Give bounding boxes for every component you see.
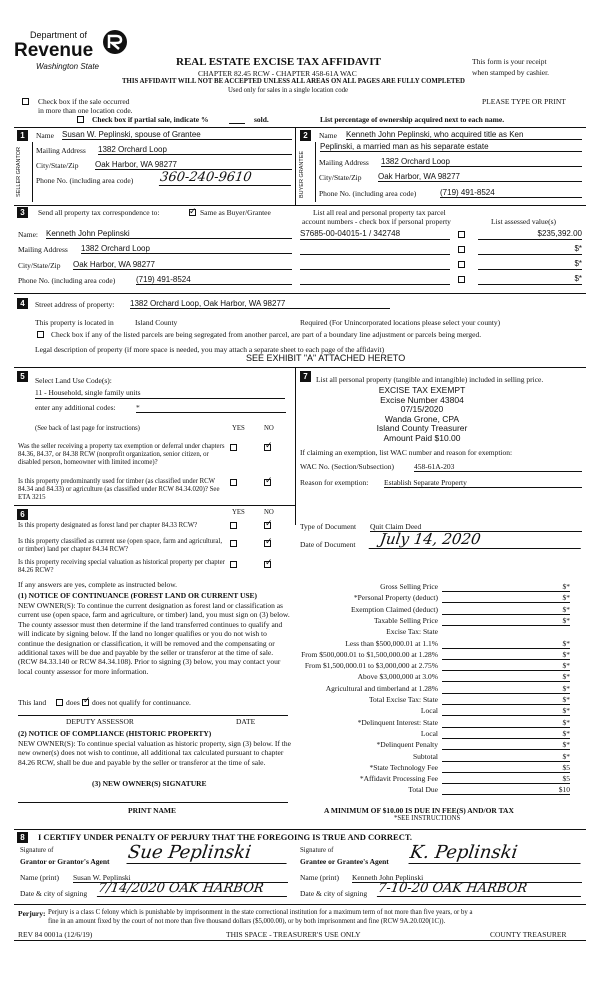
correspondence-label: Send all property tax correspondence to:: [38, 208, 160, 217]
new-owner-signature-label: (3) NEW OWNER(S) SIGNATURE: [92, 779, 207, 788]
form-title: REAL ESTATE EXCISE TAX AFFIDAVIT: [176, 56, 381, 68]
grantee-name-label: Name (print): [300, 873, 339, 882]
tax-row-value[interactable]: $*: [442, 729, 570, 739]
tax-row-value[interactable]: $*: [442, 661, 570, 671]
single-location-note: Used only for sales in a single location code: [228, 87, 349, 94]
corr-address-field[interactable]: 1382 Orchard Loop: [81, 244, 292, 254]
grantor-date-label: Date & city of signing: [20, 889, 88, 898]
multi-location-label-1: Check box if the sale occurred: [38, 97, 130, 106]
doc-date-field[interactable]: July 14, 2020: [369, 530, 584, 549]
checkmark-icon: ✓: [265, 441, 273, 451]
wac-field[interactable]: 458-61A-203: [414, 462, 582, 472]
see-instructions-note: *SEE INSTRUCTIONS: [394, 815, 461, 822]
buyer-city-label: City/State/Zip: [319, 173, 362, 182]
ownership-note: List percentage of ownership acquired next to each name.: [320, 115, 505, 124]
form-revision: REV 84 0001a (12/6/19): [18, 930, 93, 939]
county-treasurer-label: COUNTY TREASURER: [490, 930, 567, 939]
section-4-number: 4: [17, 298, 28, 309]
corr-name-field[interactable]: Kenneth John Peplinski: [46, 229, 292, 239]
street-address-label: Street address of property:: [35, 300, 115, 309]
county-field[interactable]: Island County: [135, 318, 178, 327]
dept-logo-text: Revenue: [14, 40, 94, 61]
corr-city-field[interactable]: Oak Harbor, WA 98277: [73, 260, 292, 270]
corr-name-label: Name:: [18, 230, 38, 239]
tax-row-label: *Delinquent Interest: State: [357, 717, 438, 727]
yes-header-6: YES: [232, 509, 245, 516]
grantee-date-label: Date & city of signing: [300, 889, 368, 898]
legal-description-value[interactable]: SEE EXHIBIT "A" ATTACHED HERETO: [246, 353, 406, 363]
buyer-name-label: Name: [319, 131, 337, 140]
assessor-date-label: DATE: [236, 717, 256, 726]
tax-row-label: Agricultural and timberland at 1.28%: [325, 683, 438, 693]
personal-property-checkbox[interactable]: [458, 276, 465, 283]
tax-row-value[interactable]: $*: [442, 684, 570, 694]
checkmark-icon: ✓: [83, 696, 91, 706]
yes-header-5: YES: [232, 425, 245, 432]
buyer-phone-field[interactable]: (719) 491-8524: [440, 188, 582, 198]
tax-row-label: Excise Tax: State: [386, 627, 438, 637]
stamp-line: Amount Paid $10.00: [383, 432, 461, 443]
grantor-signature-of: Signature of: [20, 847, 54, 854]
does-label: does: [66, 698, 80, 707]
reason-field[interactable]: Establish Separate Property: [384, 478, 582, 488]
dept-line3: Washington State: [36, 62, 100, 71]
corr-phone-label: Phone No. (including area code): [18, 276, 116, 285]
tax-row-label: *Affidavit Processing Fee: [359, 774, 438, 784]
stamp-line: Excise Number 43804: [380, 394, 464, 405]
tax-row-label: *Personal Property (deduct): [353, 593, 438, 603]
tax-row-value[interactable]: $*: [442, 616, 570, 626]
parcel-number-field[interactable]: [300, 244, 450, 255]
tax-row-label: *Delinquent Penalty: [376, 740, 438, 750]
corr-address-label: Mailing Address: [18, 245, 68, 254]
stamp-line: 07/15/2020: [400, 404, 444, 414]
section-2-number: 2: [300, 130, 311, 141]
tax-row-value[interactable]: $*: [442, 582, 570, 592]
q2-yes-checkbox[interactable]: [230, 479, 237, 486]
stamp-line: Island County Treasurer: [376, 423, 468, 433]
does-not-label: does not qualify for continuance.: [92, 698, 191, 707]
buyer-address-label: Mailing Address: [319, 158, 369, 167]
seller-address-label: Mailing Address: [36, 146, 86, 155]
assessed-value-field[interactable]: $235,392.00: [478, 229, 582, 240]
assessed-value-field[interactable]: $*: [478, 244, 582, 255]
tax-row-value[interactable]: $*: [442, 605, 570, 615]
tax-row-label: Less than $500,000.01 at 1.1%: [345, 638, 438, 648]
seller-address-field[interactable]: 1382 Orchard Loop: [98, 145, 292, 155]
grantor-date-field[interactable]: 7/14/2020 OAK HARBOR: [97, 881, 289, 897]
partial-sale-checkbox[interactable]: [77, 116, 84, 123]
tax-row-label: *State Technology Fee: [369, 762, 438, 772]
no-header-6: NO: [264, 509, 274, 516]
parcels-header-1: List all real and personal property tax parcel: [313, 208, 446, 217]
grantee-date-field[interactable]: 7-10-20 OAK HARBOR: [377, 881, 583, 897]
corr-phone-field[interactable]: (719) 491-8524: [136, 275, 292, 285]
historic-yes-checkbox[interactable]: [230, 561, 237, 568]
section-1-number: 1: [17, 130, 28, 141]
unincorporated-note: Required (For Unincorporated locations please select your county): [300, 318, 501, 327]
seller-name-label: Name: [36, 131, 54, 140]
question-exemption: Was the seller receiving a property tax exemption or deferral under chapters 84.36, 84.37, or 84.38 RCW (nonprofit organization, senior citizen, or disabled person, homeowner with limited income)?: [18, 443, 225, 466]
seller-phone-field[interactable]: 360-240-9610: [159, 170, 293, 186]
print-name-label: PRINT NAME: [128, 806, 176, 815]
grantor-agent-label: Grantor or Grantor's Agent: [20, 857, 110, 866]
tax-row-value[interactable]: $*: [442, 752, 570, 762]
reason-label: Reason for exemption:: [300, 478, 369, 487]
street-address-field[interactable]: 1382 Orchard Loop, Oak Harbor, WA 98277: [130, 299, 390, 309]
land-does-label: This land: [18, 698, 47, 707]
tax-row-label: Local: [420, 728, 438, 738]
perjury-text-2: fine in an amount fixed by the court of not more than five thousand dollars ($5,000.00), or by both imprisonment and fine (RCW 9A.20.020(1C)).: [48, 918, 446, 925]
multi-location-label-2: in more than one location code.: [38, 106, 133, 115]
multi-location-checkbox[interactable]: [22, 98, 29, 105]
tax-row-label: Gross Selling Price: [380, 582, 438, 591]
section-5-number: 5: [17, 371, 28, 382]
buyer-name-field-2[interactable]: Peplinski, a married man as his separate estate: [320, 142, 582, 152]
seller-city-field[interactable]: Oak Harbor, WA 98277: [95, 160, 292, 170]
exempt-stamp: [352, 386, 492, 443]
personal-property-checkbox[interactable]: [458, 246, 465, 253]
tax-row-value[interactable]: $5: [442, 763, 570, 773]
partial-sale-suffix: sold.: [254, 115, 269, 124]
checkmark-icon: ✓: [265, 476, 273, 486]
parcels-header-2: account numbers - check box if personal property: [302, 217, 451, 226]
tax-row-value[interactable]: $*: [442, 718, 570, 728]
stamp-line: Wanda Grone, CPA: [384, 413, 460, 424]
tax-row-value[interactable]: $*: [442, 593, 570, 603]
tax-row-label: Exemption Claimed (deduct): [350, 604, 438, 614]
q1-yes-checkbox[interactable]: [230, 444, 237, 451]
does-qualify-checkbox[interactable]: [56, 699, 63, 706]
doc-date-label: Date of Document: [300, 540, 356, 549]
grantee-agent-label: Grantee or Grantee's Agent: [300, 857, 389, 866]
tax-row-value[interactable]: $*: [442, 672, 570, 682]
buyer-phone-label: Phone No. (including area code): [319, 189, 417, 198]
buyer-city-field[interactable]: Oak Harbor, WA 98277: [378, 172, 582, 182]
checkmark-icon: ✓: [265, 537, 273, 547]
legal-description-label: Legal description of property (if more space is needed, you may attach a separate sheet to each page of the affidavit): [35, 345, 385, 354]
buyer-address-field[interactable]: 1382 Orchard Loop: [381, 157, 582, 167]
perjury-label: Perjury:: [18, 909, 46, 918]
notice-continuance-body: NEW OWNER(S): To continue the current designation as forest land or classification as current use (open space, farm and agriculture, or timber) land, you must sign on (3) below. The county assessor must then determine if the land transferred continues to qualify and will indicate by signing below. If the land no longer qualifies or you do not wish to continue the designation or classification, it will be removed and the compensating or additional taxes will be due and payable by the seller or transferor at the time of sale. (RCW 84.33.140 or RCW 84.34.108). Prior to signing (3) below, you may contact your local county assessor for more information.: [18, 601, 290, 676]
grantee-signature-of: Signature of: [300, 847, 334, 854]
grantor-signature[interactable]: Sue Peplinski: [126, 842, 289, 864]
tax-row-label: Local: [420, 706, 438, 716]
tax-row-value[interactable]: $*: [442, 706, 570, 716]
tax-row-value[interactable]: $*: [442, 695, 570, 705]
tax-row-label: Above $3,000,000 at 3.0%: [357, 672, 438, 682]
tax-row-label: From $1,500,000.01 to $3,000,000 at 2.75%: [304, 661, 438, 671]
assessed-value-field[interactable]: $*: [478, 259, 582, 270]
if-yes-note: If any answers are yes, complete as instructed below.: [18, 580, 178, 589]
deputy-assessor-label: DEPUTY ASSESSOR: [66, 717, 134, 726]
tax-row-value[interactable]: $10: [442, 785, 570, 795]
tax-row-value[interactable]: $*: [442, 740, 570, 750]
assessed-value-field[interactable]: $*: [478, 274, 582, 285]
question-historic: Is this property receiving special valuation as historical property per chapter 84.26 RCW?: [18, 559, 225, 574]
form-warning: THIS AFFIDAVIT WILL NOT BE ACCEPTED UNLESS ALL AREAS ON ALL PAGES ARE FULLY COMPLETED: [122, 78, 465, 85]
checkmark-icon: ✓: [265, 519, 273, 529]
perjury-text-1: Perjury is a class C felony which is punishable by imprisonment in the state correctional institution for a maximum term of not more than five years, or by a: [48, 909, 473, 916]
tax-row-value[interactable]: $5: [442, 774, 570, 784]
wac-label: WAC No. (Section/Subsection): [300, 462, 394, 471]
tax-row-label: From $500,000.01 to $1,500,000.00 at 1.28%: [301, 649, 438, 659]
dept-line1: Department of: [30, 30, 88, 40]
form-subtitle: CHAPTER 82.45 RCW - CHAPTER 458-61A WAC: [198, 69, 357, 78]
forest-yes-checkbox[interactable]: [230, 522, 237, 529]
exemption-claim-label: If claiming an exemption, list WAC number and reason for exemption:: [300, 448, 513, 457]
seller-side-label: SELLER GRANTOR: [16, 146, 22, 198]
section-6-number: 6: [17, 509, 28, 520]
segregated-checkbox[interactable]: [37, 331, 44, 338]
parcel-number-field[interactable]: S7685-00-04015-1 / 342748: [300, 229, 450, 240]
notice-continuance-title: (1) NOTICE OF CONTINUANCE (FOREST LAND OR CURRENT USE): [18, 591, 258, 600]
grantee-name-field[interactable]: Kenneth John Peplinski: [352, 873, 582, 883]
question-timber: Is this property predominantly used for timber (as classified under RCW 84.34 and 84.33) or agriculture (as classified under RCW 84.34.020)? See ETA 3215: [18, 478, 220, 501]
grantee-signature[interactable]: K. Peplinski: [408, 842, 583, 864]
notice-compliance-body: NEW OWNER(S): To continue special valuation as historic property, sign (3) below. If the new owner(s) does not wish to continue, all additional tax calculated pursuant to chapter 84.26 RCW, shall be due and payable by the seller or transferor at the time of sale.: [18, 739, 291, 767]
minimum-due-note: A MINIMUM OF $10.00 IS DUE IN FEE(S) AND/OR TAX: [324, 806, 514, 815]
land-use-label: Select Land Use Code(s):: [35, 376, 112, 385]
treasurer-use-note: THIS SPACE - TREASURER'S USE ONLY: [226, 930, 361, 939]
checkmark-icon: ✓: [189, 207, 197, 217]
assessed-value-header: List assessed value(s): [491, 217, 556, 226]
tax-row-label: Total Excise Tax: State: [368, 695, 438, 704]
located-label: This property is located in: [35, 318, 114, 327]
additional-codes-field[interactable]: *: [136, 403, 286, 413]
doc-type-label: Type of Document: [300, 522, 357, 531]
segregated-label: Check box if any of the listed parcels are being segregated from another parcel, are part of a boundary line adjustment or parcels being merged.: [51, 330, 482, 339]
checkmark-icon: ✓: [265, 558, 273, 568]
doc-type-field[interactable]: Quit Claim Deed: [370, 522, 582, 532]
corr-city-label: City/State/Zip: [18, 261, 61, 270]
tax-row-value[interactable]: $*: [442, 639, 570, 649]
tax-row-value[interactable]: $*: [442, 650, 570, 660]
partial-sale-percent-field[interactable]: [229, 115, 245, 124]
personal-property-checkbox[interactable]: [458, 261, 465, 268]
parcel-number-field[interactable]: [300, 259, 450, 270]
stamp-line: EXCISE TAX EXEMPT: [378, 385, 466, 395]
land-use-code-field[interactable]: 11 - Household, single family units: [35, 388, 285, 399]
current-use-yes-checkbox[interactable]: [230, 540, 237, 547]
question-current-use: Is this property classified as current use (open space, farm and agricultural, or timber) land per chapter 84.34 RCW?: [18, 538, 223, 553]
parcel-number-field[interactable]: [300, 274, 450, 285]
notice-compliance-title: (2) NOTICE OF COMPLIANCE (HISTORIC PROPERTY): [18, 729, 212, 738]
certify-statement: I CERTIFY UNDER PENALTY OF PERJURY THAT THE FOREGOING IS TRUE AND CORRECT.: [38, 832, 413, 842]
seller-phone-label: Phone No. (including area code): [36, 176, 134, 185]
section-7-number: 7: [300, 371, 311, 382]
grantor-name-label: Name (print): [20, 873, 59, 882]
personal-property-label: List all personal property (tangible and intangible) included in selling price.: [316, 375, 544, 384]
receipt-note-1: This form is your receipt: [472, 57, 547, 66]
seller-name-field[interactable]: Susan W. Peplinski, spouse of Grantee: [62, 130, 292, 140]
question-forest: Is this property designated as forest land per chapter 84.33 RCW?: [18, 522, 198, 529]
grantor-name-field[interactable]: Susan W. Peplinski: [73, 873, 288, 883]
dor-logo-icon: [102, 28, 128, 56]
partial-sale-label: Check box if partial sale, indicate %: [92, 115, 209, 124]
type-or-print: PLEASE TYPE OR PRINT: [482, 97, 566, 106]
tax-row-label: Subtotal: [412, 751, 438, 761]
section-3-number: 3: [17, 207, 28, 218]
section-8-number: 8: [17, 832, 28, 843]
tax-row-label: Total Due: [408, 785, 438, 795]
personal-property-checkbox[interactable]: [458, 231, 465, 238]
additional-codes-label: enter any additional codes:: [35, 403, 116, 412]
see-back-note: (See back of last page for instructions): [35, 425, 140, 432]
no-header-5: NO: [264, 425, 274, 432]
seller-city-label: City/State/Zip: [36, 161, 79, 170]
buyer-side-label: BUYER GRANTEE: [299, 150, 305, 198]
receipt-note-2: when stamped by cashier.: [472, 68, 550, 77]
same-as-buyer-label: Same as Buyer/Grantee: [200, 208, 271, 217]
tax-row-label: Taxable Selling Price: [373, 615, 438, 625]
buyer-name-field-1[interactable]: Kenneth John Peplinski, who acquired title as Ken: [346, 130, 582, 140]
